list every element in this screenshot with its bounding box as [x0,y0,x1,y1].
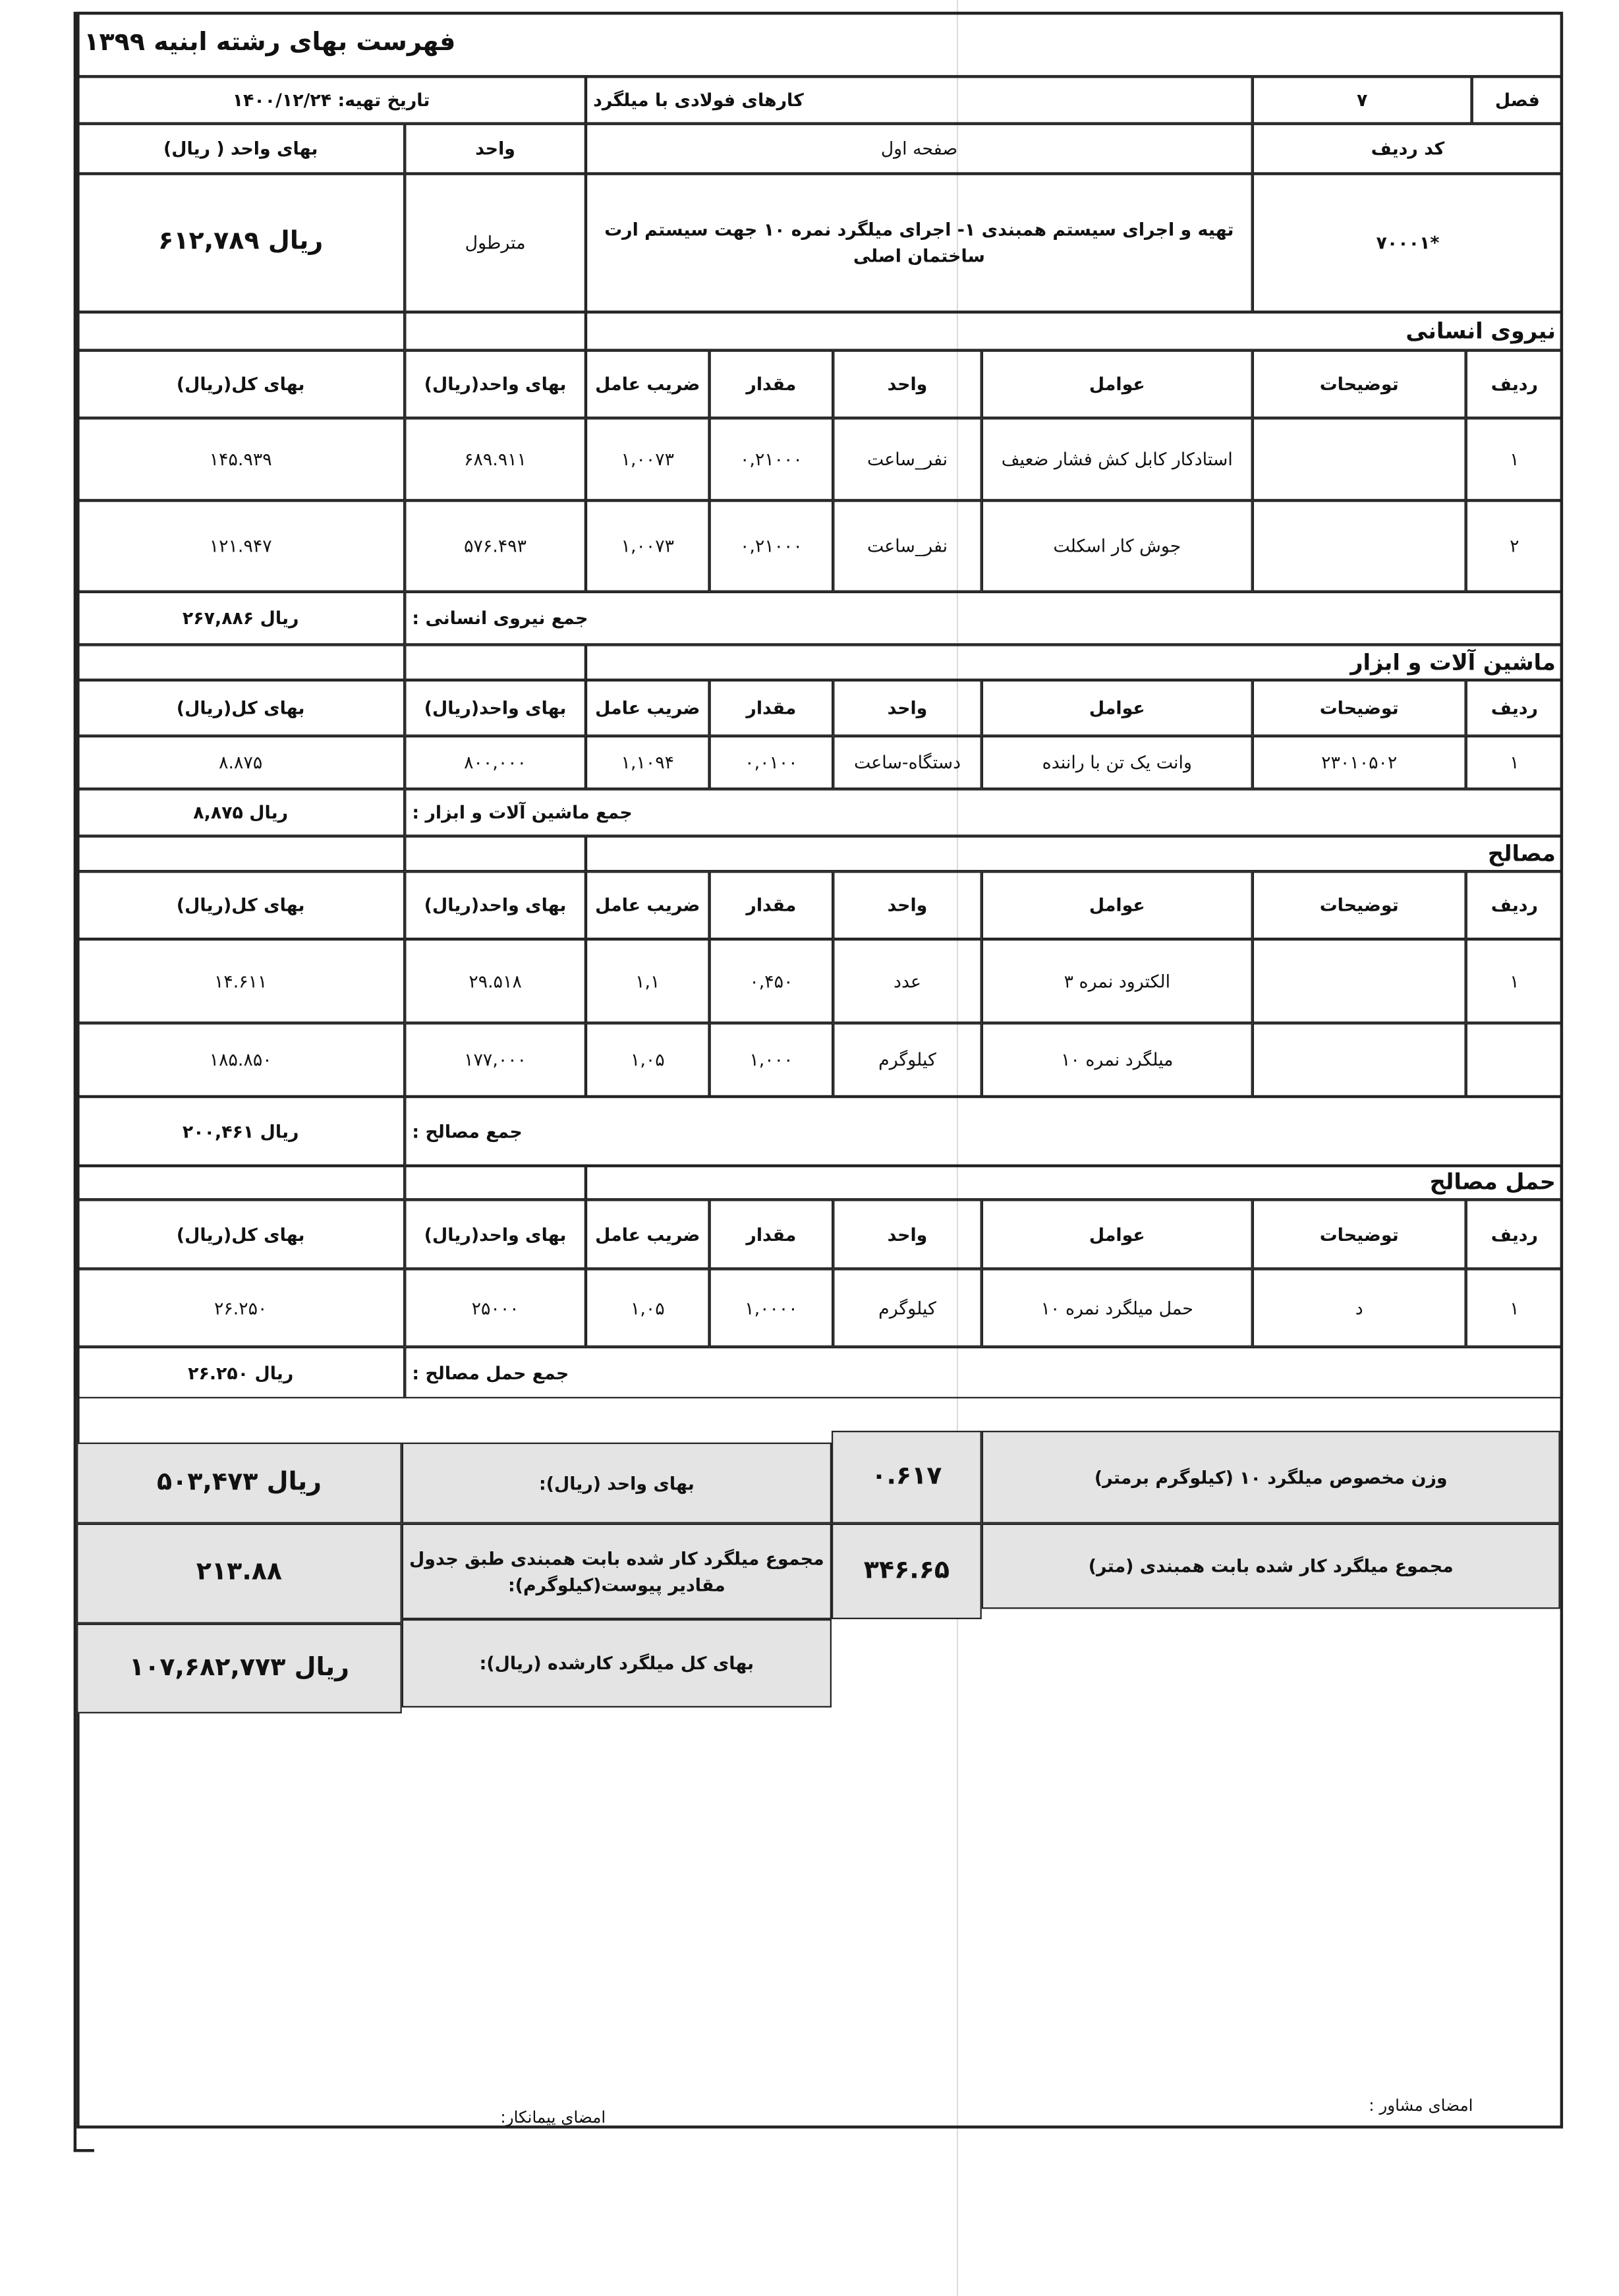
cell-row-text: ۱ [1510,1297,1520,1319]
column-header-row [1466,1199,1563,1269]
column-header-notes [1253,871,1466,939]
cell-coefficient-text: ۱,۰۵ [630,1297,665,1319]
cell-unit-text: کیلوگرم [878,1049,936,1070]
cell-factor [982,939,1253,1023]
section-total-label-text: جمع حمل مصالح : [412,1362,569,1383]
row-code-text: *۷۰۰۰۱ [1376,232,1440,254]
cell-notes [1253,418,1466,500]
section-total [76,1347,405,1398]
section-title-blank [76,836,405,872]
section-total-label-text: جمع ماشین آلات و ابزار : [412,802,633,823]
cell-total-price [76,418,405,500]
section-total-label [405,789,1563,836]
section-title-blank [76,645,405,680]
section-title-text: نیروی انسانی [1406,317,1556,345]
cell-unit-price-text: ۸۰۰,۰۰۰ [464,752,527,773]
cell-notes [1253,736,1466,789]
cell-notes [1253,939,1466,1023]
cell-row [1466,418,1563,500]
chapter-title [586,76,1253,123]
cell-factor [982,1269,1253,1346]
cell-unit-price [405,418,586,500]
unit-label [405,124,586,174]
section-total-label [405,1347,1563,1398]
column-header-quantity [710,871,834,939]
rebar-total-cost-value-text: ریال ۱۰۷,۶۸۲,۷۷۳ [128,1652,349,1682]
section-total [76,1097,405,1166]
summary-unit-price-label-text: بهای واحد (ریال): [539,1472,695,1493]
cell-quantity-text: ۰,۲۱۰۰۰ [739,449,803,470]
cell-factor-text: جوش کار اسکلت [1053,536,1181,557]
section-total-text: ریال ۲۶.۲۵۰ [188,1362,294,1383]
item-unit-price-text: ریال ۶۱۲,۷۸۹ [158,227,324,257]
column-header-coefficient [586,1199,710,1269]
column-header-coefficient-text: ضریب عامل [595,1224,700,1245]
cell-total-price [76,1023,405,1097]
cell-total-price [76,939,405,1023]
column-header-quantity [710,351,834,418]
column-header-notes-text: توضیحات [1319,374,1399,395]
cell-unit-text: عدد [894,971,922,992]
cell-quantity-text: ۰,۴۵۰ [749,971,793,992]
cell-factor-text: وانت یک تن با راننده [1042,752,1192,773]
section-title-blank [76,312,405,351]
section-total-label [405,592,1563,645]
cell-unit-text: نفر_ساعت [866,536,948,557]
row-code-label-text: کد ردیف [1371,138,1445,159]
cell-row [1466,736,1563,789]
column-header-unit-price-text: بهای واحد(ریال) [424,697,567,718]
chapter-title-text: کارهای فولادی با میلگرد [593,90,804,111]
item-unit [405,174,586,312]
cell-quantity-text: ۱,۰۰۰۰ [745,1297,798,1319]
column-header-row-text: ردیف [1491,697,1538,718]
cell-row-text: ۲ [1510,536,1520,557]
cell-row [1466,1023,1563,1097]
column-header-total-price [76,680,405,736]
column-header-coefficient-text: ضریب عامل [595,895,700,916]
cell-coefficient-text: ۱,۰۵ [630,1049,665,1070]
rebar-kg-label-text: مجموع میلگرد کار شده بابت همبندی طبق جدول مقادیر پیوست(کیلوگرم): [409,1547,824,1595]
cell-factor [982,736,1253,789]
rebar-length-value-text: ۳۴۶.۶۵ [863,1555,950,1586]
cell-unit-text: کیلوگرم [878,1297,936,1319]
rebar-kg-label [402,1524,832,1619]
unit-label-text: واحد [475,138,515,159]
column-header-notes [1253,351,1466,418]
rebar-weight-label [982,1431,1560,1524]
cell-unit-text: دستگاه-ساعت [853,752,961,773]
section-title-blank [405,836,586,872]
cell-factor [982,500,1253,591]
section-title-text: ماشین آلات و ابزار [1350,648,1556,675]
cell-unit-price [405,1269,586,1346]
row-code-label [1253,124,1563,174]
cell-factor-text: میلگرد نمره ۱۰ [1061,1049,1174,1070]
column-header-notes-text: توضیحات [1319,697,1399,718]
column-header-unit-price [405,1199,586,1269]
section-title-blank [405,312,586,351]
cell-coefficient [586,1269,710,1346]
rebar-weight-value-text: ۰.۶۱۷ [871,1461,942,1491]
unit-price-label-text: بهای واحد ( ریال) [163,138,318,159]
column-header-unit [833,1199,982,1269]
column-header-factor-text: عوامل [1089,895,1145,916]
cell-factor-text: استادکار کابل کش فشار ضعیف [1001,449,1233,470]
cell-unit-text: نفر_ساعت [866,449,948,470]
cell-unit [833,736,982,789]
rebar-weight-label-text: وزن مخصوص میلگرد ۱۰ (کیلوگرم برمتر) [1094,1466,1448,1488]
cell-unit-price-text: ۱۷۷,۰۰۰ [464,1049,527,1070]
cell-unit [833,500,982,591]
cell-coefficient [586,1023,710,1097]
sheet-title-text: فهرست بهای رشته ابنیه ۱۳۹۹ [84,28,456,58]
cell-unit-price-text: ۵۷۶.۴۹۳ [464,536,527,557]
rebar-kg-value-text: ۲۱۳.۸۸ [196,1557,283,1588]
cell-row [1466,1269,1563,1346]
cell-notes [1253,1269,1466,1346]
section-total-text: ریال ۸,۸۷۵ [193,802,289,823]
cell-total-price [76,1269,405,1346]
column-header-unit-price-text: بهای واحد(ریال) [424,1224,567,1245]
column-header-total-price [76,871,405,939]
column-header-row-text: ردیف [1491,895,1538,916]
column-header-coefficient [586,351,710,418]
cell-row-text: ۱ [1510,752,1520,773]
cell-unit-price-text: ۶۸۹.۹۱۱ [464,449,527,470]
column-header-unit-text: واحد [887,1224,928,1245]
section-title [586,645,1563,680]
cell-quantity [710,500,834,591]
column-header-factor-text: عوامل [1089,374,1145,395]
column-header-unit-price [405,871,586,939]
cell-row-text: ۱ [1510,971,1520,992]
cell-unit-price [405,500,586,591]
column-header-notes [1253,680,1466,736]
column-header-total-price-text: بهای کل(ریال) [176,895,305,916]
section-total-label [405,1097,1563,1166]
consultant-signature: امضای مشاور : [1369,2096,1473,2115]
rebar-kg-value [76,1524,402,1624]
cell-factor [982,418,1253,500]
column-header-coefficient [586,680,710,736]
column-header-unit-text: واحد [887,697,928,718]
cell-unit-price [405,939,586,1023]
cell-factor-text: الکترود نمره ۳ [1064,971,1171,992]
column-header-factor [982,1199,1253,1269]
summary-unit-price-label [402,1443,832,1524]
cell-total-price-text: ۱۸۵.۸۵۰ [209,1049,272,1070]
section-total-text: ریال ۲۶۷,۸۸۶ [182,608,299,629]
cell-coefficient-text: ۱,۱۰۹۴ [621,752,675,773]
cell-coefficient [586,500,710,591]
section-title [586,836,1563,872]
cell-unit-price [405,736,586,789]
cell-coefficient [586,418,710,500]
cell-row-text: ۱ [1510,449,1520,470]
cell-total-price-text: ۱۴۵.۹۳۹ [209,449,272,470]
cell-notes [1253,1023,1466,1097]
column-header-unit-price-text: بهای واحد(ریال) [424,374,567,395]
cell-quantity-text: ۱,۰۰۰ [749,1049,793,1070]
cell-unit-price [405,1023,586,1097]
rebar-length-label-text: مجموع میلگرد کار شده بابت همبندی (متر) [1088,1555,1454,1577]
cell-unit-price-text: ۲۵۰۰۰ [471,1297,519,1319]
cell-factor-text: حمل میلگرد نمره ۱۰ [1040,1297,1193,1319]
rebar-total-cost-label [402,1619,832,1708]
column-header-unit [833,351,982,418]
cell-unit-price-text: ۲۹.۵۱۸ [469,971,522,992]
cell-quantity [710,1269,834,1346]
cell-unit [833,418,982,500]
cell-quantity-text: ۰,۲۱۰۰۰ [739,536,803,557]
item-unit-text: مترطول [465,232,526,254]
column-header-factor-text: عوامل [1089,697,1145,718]
column-header-factor [982,871,1253,939]
contractor-signature: امضای پیمانکار: [500,2108,606,2127]
column-header-row [1466,680,1563,736]
column-header-factor [982,680,1253,736]
section-title-blank [405,645,586,680]
cell-quantity [710,418,834,500]
item-unit-price [76,174,405,312]
column-header-total-price [76,351,405,418]
cell-quantity [710,1023,834,1097]
section-total-text: ریال ۲۰۰,۴۶۱ [182,1120,299,1142]
section-total-label-text: جمع مصالح : [412,1120,523,1142]
rebar-weight-value [832,1431,982,1524]
cell-total-price-text: ۲۶.۲۵۰ [213,1297,268,1319]
column-header-coefficient [586,871,710,939]
column-header-row-text: ردیف [1491,374,1538,395]
column-header-unit [833,680,982,736]
column-header-total-price-text: بهای کل(ریال) [176,697,305,718]
section-total [76,592,405,645]
rebar-length-value [832,1524,982,1619]
column-header-coefficient-text: ضریب عامل [595,697,700,718]
column-header-total-price-text: بهای کل(ریال) [176,374,305,395]
cell-coefficient-text: ۱,۱ [635,971,660,992]
cell-total-price-text: ۱۲۱.۹۴۷ [209,536,272,557]
cell-coefficient-text: ۱,۰۰۷۳ [621,536,675,557]
column-header-quantity [710,1199,834,1269]
summary-unit-price-value [76,1443,402,1524]
unit-price-label [76,124,405,174]
summary-unit-price-value-text: ریال ۵۰۳,۴۷۳ [156,1467,322,1497]
page-label [586,124,1253,174]
section-title-blank [76,1166,405,1199]
chapter-label [1472,76,1563,123]
cell-row [1466,939,1563,1023]
column-header-total-price-text: بهای کل(ریال) [176,1224,305,1245]
cell-row [1466,500,1563,591]
cell-quantity [710,939,834,1023]
chapter-number-text: ۷ [1357,90,1368,111]
cell-total-price-text: ۱۴.۶۱۱ [213,971,268,992]
column-header-quantity [710,680,834,736]
column-header-factor [982,351,1253,418]
page-label-text: صفحه اول [880,138,958,159]
cell-quantity [710,736,834,789]
item-description-text: تهیه و اجرای سیستم همبندی ۱- اجرای میلگرد نمره ۱۰ جهت سیستم ارت ساختمان اصلی [604,219,1234,267]
cell-coefficient [586,939,710,1023]
column-header-notes-text: توضیحات [1319,895,1399,916]
column-header-quantity-text: مقدار [746,697,797,718]
column-header-unit [833,871,982,939]
cell-quantity-text: ۰,۰۱۰۰ [745,752,798,773]
rebar-length-label [982,1524,1560,1609]
section-title-text: حمل مصالح [1429,1169,1556,1196]
column-header-row [1466,871,1563,939]
cell-total-price [76,500,405,591]
prepared-date [76,76,586,123]
cell-notes-text: ۲۳۰۱۰۵۰۲ [1321,752,1398,773]
column-header-unit-text: واحد [887,374,928,395]
cell-unit [833,1269,982,1346]
column-header-row-text: ردیف [1491,1224,1538,1245]
section-title-text: مصالح [1487,840,1556,867]
column-header-notes [1253,1199,1466,1269]
cell-factor [982,1023,1253,1097]
section-total [76,789,405,836]
row-code [1253,174,1563,312]
cell-unit [833,939,982,1023]
section-title-blank [405,1166,586,1199]
column-header-unit-price [405,680,586,736]
cell-coefficient [586,736,710,789]
column-header-quantity-text: مقدار [746,1224,797,1245]
column-header-quantity-text: مقدار [746,374,797,395]
column-header-unit-price [405,351,586,418]
sheet-title [76,12,1563,76]
chapter-number [1253,76,1472,123]
section-total-label-text: جمع نیروی انسانی : [412,608,588,629]
column-header-unit-price-text: بهای واحد(ریال) [424,895,567,916]
column-header-notes-text: توضیحات [1319,1224,1399,1245]
section-title [586,312,1563,351]
column-header-factor-text: عوامل [1089,1224,1145,1245]
column-header-quantity-text: مقدار [746,895,797,916]
cell-notes-text: د [1355,1297,1363,1319]
cell-total-price-text: ۸.۸۷۵ [219,752,263,773]
section-title [586,1166,1563,1199]
cell-total-price [76,736,405,789]
item-description [586,174,1253,312]
cell-notes [1253,500,1466,591]
column-header-row [1466,351,1563,418]
column-header-unit-text: واحد [887,895,928,916]
cell-coefficient-text: ۱,۰۰۷۳ [621,449,675,470]
prepared-date-text: تاریخ تهیه: ۱۴۰۰/۱۲/۲۴ [232,90,430,111]
cell-unit [833,1023,982,1097]
column-header-total-price [76,1199,405,1269]
rebar-total-cost-label-text: بهای کل میلگرد کارشده (ریال): [479,1653,754,1674]
column-header-coefficient-text: ضریب عامل [595,374,700,395]
rebar-total-cost-value [76,1624,402,1713]
chapter-label-text: فصل [1494,90,1540,111]
